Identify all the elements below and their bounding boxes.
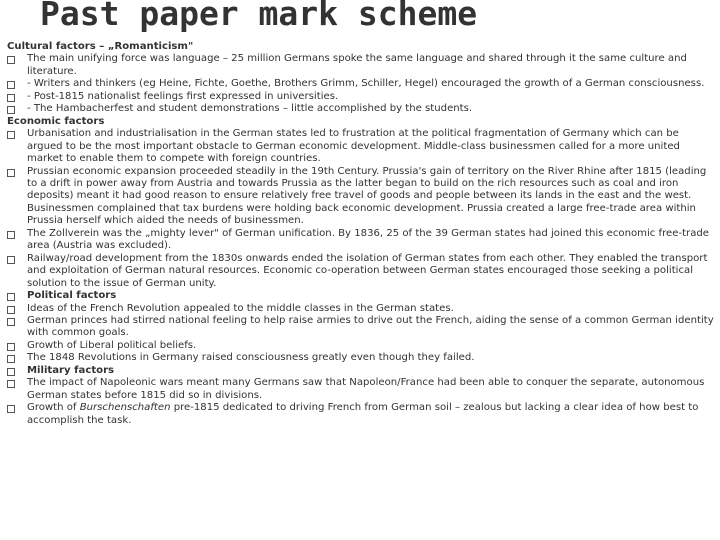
list-item	[7, 91, 715, 103]
list-item-text: The 1848 Revolutions in Germany raised consciousness greatly even though they failed.	[27, 352, 475, 364]
checkbox-bullet-icon	[7, 231, 15, 239]
list-item	[7, 103, 715, 115]
list-item	[7, 377, 715, 402]
checkbox-bullet-icon	[7, 293, 15, 301]
list-item-text: Prussian economic expansion proceeded steadily in the 19th Century. Prussia's gain of territory on the River Rhine after 1815 (leading to a drift in power away from Austria and towards Prussia as the latter began to build on the rich resources such as coal and iron deposits) meant it had good reason to ensure relatively free travel of goods and people between its lands in the east and the west. Businessmen complained that tax burdens were holding back economic development. Prussia created a large free-trade area within Prussia herself which aided the needs of businessmen.	[27, 165, 707, 227]
checkbox-bullet-icon	[7, 318, 15, 326]
burschenschaften-term: Burschenschaften	[79, 402, 171, 414]
checkbox-bullet-icon	[7, 380, 15, 388]
list-item-text: The Zollverein was the „mighty lever" of German unification. By 1836, 25 of the 39 German states had joined this economic free-trade area (Austria was excluded).	[27, 227, 709, 252]
checkbox-bullet-icon	[7, 306, 15, 314]
list-item	[7, 78, 715, 90]
checkbox-bullet-icon	[7, 368, 15, 376]
political-factors-heading	[7, 290, 715, 302]
list-item	[7, 340, 715, 352]
checkbox-bullet-icon	[7, 106, 15, 114]
checkbox-bullet-icon	[7, 405, 15, 413]
political-factors-label: Political factors	[27, 290, 117, 302]
list-item	[7, 228, 715, 253]
list-item	[7, 303, 715, 315]
list-item	[7, 128, 715, 165]
list-item-text: Railway/road development from the 1830s onwards ended the isolation of German states from each other. They enabled the transport and exploitation of German natural resources. Economic co-operation between German states encouraged those seeking a political solution to the issue of German unity.	[27, 252, 708, 289]
list-item-text: Growth of Liberal political beliefs.	[27, 339, 197, 351]
list-item-text-prefix: Growth of	[27, 402, 80, 414]
list-item-text-suffix: pre-1815 dedicated to driving French from German soil – zealous but lacking a clear idea of how best to accomplish the task.	[27, 402, 699, 426]
list-item	[7, 315, 715, 340]
checkbox-bullet-icon	[7, 56, 15, 64]
list-item	[7, 166, 715, 228]
checkbox-bullet-icon	[7, 343, 15, 351]
list-item-text: - Post-1815 nationalist feelings first expressed in universities.	[27, 90, 339, 102]
cultural-factors-heading: Cultural factors – „Romanticism"	[7, 41, 194, 52]
checkbox-bullet-icon	[7, 169, 15, 177]
list-item-text: The main unifying force was language – 25 million Germans spoke the same language and shared through it the same culture and literature.	[27, 53, 687, 77]
economic-factors-heading: Economic factors	[7, 115, 105, 127]
list-item	[7, 352, 715, 364]
checkbox-bullet-icon	[7, 256, 15, 264]
list-item-text: The impact of Napoleonic wars meant many Germans saw that Napoleon/France had been able to conquer the separate, autonomous German states before 1815 did so in divisions.	[27, 377, 705, 401]
list-item	[7, 253, 715, 290]
checkbox-bullet-icon	[7, 94, 15, 102]
mark-scheme-content	[7, 41, 715, 427]
list-item-text: - The Hambacherfest and student demonstrations – little accomplished by the students.	[27, 103, 473, 115]
list-item	[7, 402, 715, 427]
list-item	[7, 53, 715, 78]
list-item-text: Ideas of the French Revolution appealed to the middle classes in the German states.	[27, 302, 454, 314]
list-item-text: - Writers and thinkers (eg Heine, Fichte, Goethe, Brothers Grimm, Schiller, Hegel) encouraged the growth of a German consciousness.	[27, 78, 705, 90]
checkbox-bullet-icon	[7, 355, 15, 363]
checkbox-bullet-icon	[7, 81, 15, 89]
checkbox-bullet-icon	[7, 131, 15, 139]
page-title: Past paper mark scheme	[40, 0, 478, 33]
military-factors-label: Military factors	[27, 364, 115, 376]
list-item-text: German princes had stirred national feeling to help raise armies to drive out the French, aiding the sense of a common German identity with common goals.	[27, 314, 714, 339]
list-item-text: Urbanisation and industrialisation in the German states led to frustration at the political fragmentation of Germany which can be argued to be the most important obstacle to German economic development. Middle-class businessmen called for a more united market to enable them to compete with foreign countries.	[27, 128, 680, 165]
military-factors-heading	[7, 365, 715, 377]
